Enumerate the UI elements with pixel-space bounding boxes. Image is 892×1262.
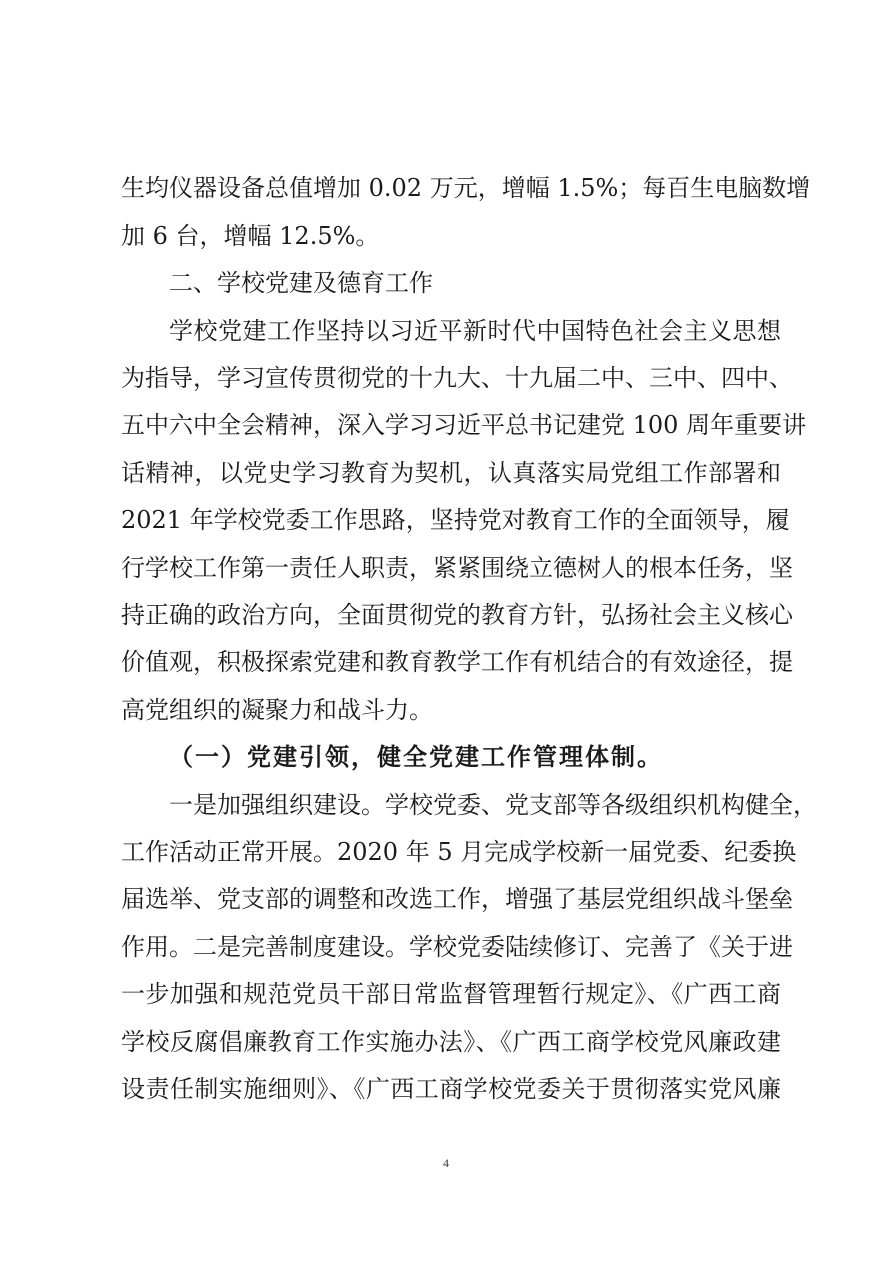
body-text-line: 行学校工作第一责任人职责，紧紧围绕立德树人的根本任务，坚 <box>121 554 793 582</box>
body-text-line: 生均仪器设备总值增加 0.02 万元，增幅 1.5%；每百生电脑数增 <box>121 174 811 202</box>
body-text-line: 话精神，以党史学习教育为契机，认真落实局党组工作部署和 <box>121 459 781 487</box>
body-text-line: 作用。二是完善制度建设。学校党委陆续修订、完善了《关于进 <box>121 933 793 961</box>
body-text-line: 价值观，积极探索党建和教育教学工作有机结合的有效途径，提 <box>121 648 793 676</box>
body-text-line: 一是加强组织建设。学校党委、党支部等各级组织机构健全， <box>169 791 817 819</box>
body-text-line: 届选举、党支部的调整和改选工作，增强了基层党组织战斗堡垒 <box>121 885 793 913</box>
body-text-line: 2021 年学校党委工作思路，坚持党对教育工作的全面领导，履 <box>121 506 790 534</box>
body-text-line: 为指导，学习宣传贯彻党的十九大、十九届二中、三中、四中、 <box>121 364 793 392</box>
page-number: 4 <box>443 1156 449 1170</box>
body-text-line: 加 6 台，增幅 12.5%。 <box>121 222 380 250</box>
body-text-line: 设责任制实施细则》、《广西工商学校党委关于贯彻落实党风廉 <box>121 1075 781 1103</box>
body-text-line: 高党组织的凝聚力和战斗力。 <box>121 696 433 724</box>
body-text-line: 学校反腐倡廉教育工作实施办法》、《广西工商学校党风廉政建 <box>121 1028 781 1056</box>
section-heading: 二、学校党建及德育工作 <box>169 269 433 297</box>
body-text-line: 持正确的政治方向，全面贯彻党的教育方针，弘扬社会主义核心 <box>121 601 793 629</box>
body-text-line: 一步加强和规范党员干部日常监督管理暂行规定》、《广西工商 <box>121 980 781 1008</box>
body-text-line: 学校党建工作坚持以习近平新时代中国特色社会主义思想 <box>169 317 781 345</box>
subsection-heading: （一）党建引领，健全党建工作管理体制。 <box>169 742 663 771</box>
body-text-line: 工作活动正常开展。2020 年 5 月完成学校新一届党委、纪委换 <box>121 838 797 866</box>
body-text-line: 五中六中全会精神，深入学习习近平总书记建党 100 周年重要讲 <box>121 411 807 439</box>
